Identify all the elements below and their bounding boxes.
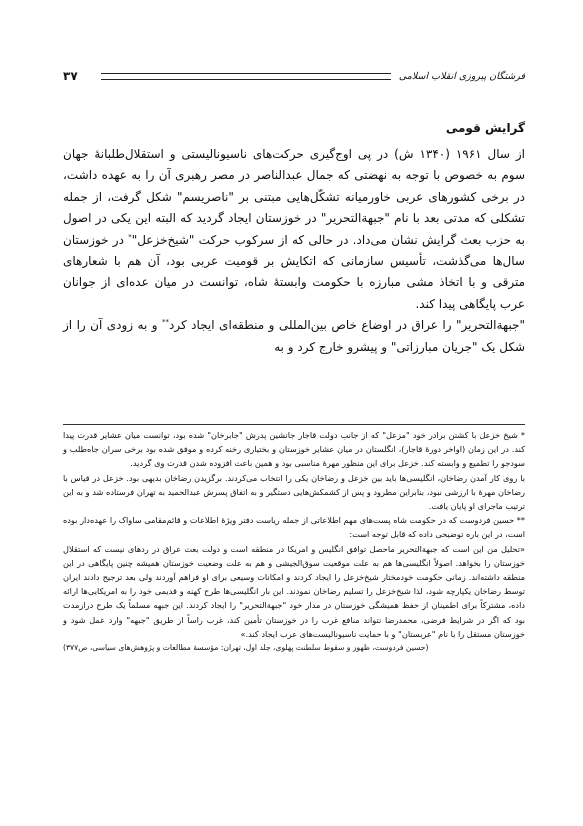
paragraph-1-text: از سال ۱۹۶۱ (۱۳۴۰ ش) در پی اوج‌گیری حرکت‌های ناسیونالیستی و استقلال‌طلبانهٔ جهان سوم به خصوص با توجه به نهضتی که جمال عبدالناصر در مصر رهبری آن را به عهده داشت، در برخی کشورهای عربی خاورمیانه تشکّل‌هایی مبتنی بر "ناصریسم" شکل گرفت، از جمله تشکلی که مدتی بعد با نام "جبهةالتحریر" در خوزستان ایجاد گردید که البته این یکی در اصول به حزب بعث گرایش نشان می‌داد. در حالی که از سرکوب حرکت "شیخ‌خزعل" (63, 147, 526, 247)
section-title: گرایش قومی (445, 121, 525, 135)
footnote-separator (63, 424, 525, 425)
footnote-source: (حسین فردوست، ظهور و سقوط سلطنت پهلوی، جلد اول، تهران: مؤسسهٔ مطالعات و پژوهش‌های سیاسی، ص۳۷۷) (63, 643, 429, 653)
page-number: ۳۷ (63, 69, 78, 83)
header-rule (101, 73, 391, 80)
running-title: فرشتگان پیروزی انقلاب اسلامی (398, 70, 525, 82)
paragraph-2 (63, 315, 525, 358)
footnote-2-quote: «تحلیل من این است که جبهةالتحریر ماحصل توافق انگلیس و امریکا در منطقه است و دولت بعث عراق در ردهای نیست که استقلال خوزستان را بخواهد. اصولاً انگلیسی‌ها هم به علت موقعیت سوق‌الجیشی و هم به علت وضعیت خوزستان همیشه چنین پایگاهی در این منطقه داشته‌اند. زمانی حکومت خودمختار شیخ‌خزعل را ایجاد کردند و امکانات وسیعی برای او فراهم آوردند ولی بعد ترجیح دادند ایران توسط رضاخان یکپارچه شود، لذا شیخ‌خزعل را تسلیم رضاخان نمودند. این بار انگلیسی‌ها طرح کهنه و قدیمی خود را به امریکایی‌ها ارائه داده، مشترکاً برای اطمینان از حفظ همیشگی خوزستان در مدار خود "جبهةالتحریر" را ایجاد کردند. این جبهه مسلماً یک طرح درازمدت بود که اگر در شرایط فرضی، محمدرضا نتواند منافع غرب را در خوزستان تأمین کند، غرب راساً از طریق "جبهه" وارد عمل شود و خوزستان مستقل را با نام "عربستان" و با حمایت ناسیونالیست‌های عرب ایجاد کند.» (63, 543, 525, 639)
paragraph-2-continued: و به زودی آن را از شکل یک "جریان مبارزاتی" و پیشرو خارج کرد و به (63, 318, 525, 354)
paragraph-1 (63, 144, 525, 315)
footnote-1: * شیخ خزعل با کشتن برادر خود "مزعل" که از جانب دولت قاجار جانشین پدرش "جابرخان" شده بود، توانست میان عشایر قدرت پیدا کند. در این زمان (اواخر دورهٔ قاجار)، انگلستان در میان عشایر خوزستان و بختیاری رخنه کرده و موفق شده بود برخی سران جاه‌طلب و سودجو را تطمیع و وابسته کند. خزعل برای این منظور مهرهٔ مناسبی بود و همین باعث افزوده شدن قدرت وی گردید. (63, 430, 525, 469)
running-header (63, 64, 525, 88)
footnote-mark-2: ** (162, 318, 170, 327)
footnotes (63, 428, 525, 655)
paragraph-2-text: "جبهةالتحریر" را عراق در اوضاع خاص بین‌المللی و منطقه‌ای ایجاد کرد (169, 318, 525, 333)
main-text (63, 118, 525, 358)
footnote-mark-1: * (128, 232, 132, 241)
footnote-2: ** حسین فردوست که در حکومت شاه پست‌های مهم اطلاعاتی از جمله ریاست دفتر ویژهٔ اطلاعات و قائم‌مقامی ساواک را عهده‌دار بوده است، در این باره توضیحی داده که قابل توجه است: (63, 515, 525, 540)
footnote-1-continued: با روی کار آمدن رضاخان، انگلیسی‌ها باید بین خزعل و رضاخان یکی را انتخاب می‌کردند. برگزیدن رضاخان بدیهی بود. خزعل در قیاس با رضاخان مهرهٔ با ارزشی نبود، بنابراین مطرود و پس از کشمکش‌هایی دستگیر و به اتفاق پسرش عبدالحمید به تهران فرستاده شد و به این ترتیب ماجرای او پایان یافت. (63, 472, 525, 512)
paragraph-1-continued: در خوزستان سال‌ها می‌گذشت، تأسیس سازمانی که اتکایش بر قومیت عربی بود، آن هم با شعارهای مترقی و با اتخاذ مشی مبارزه با حکومت وابستهٔ شاه، توانست در میان عده‌ای از جوانان عرب پایگاهی پیدا کند. (63, 232, 525, 311)
